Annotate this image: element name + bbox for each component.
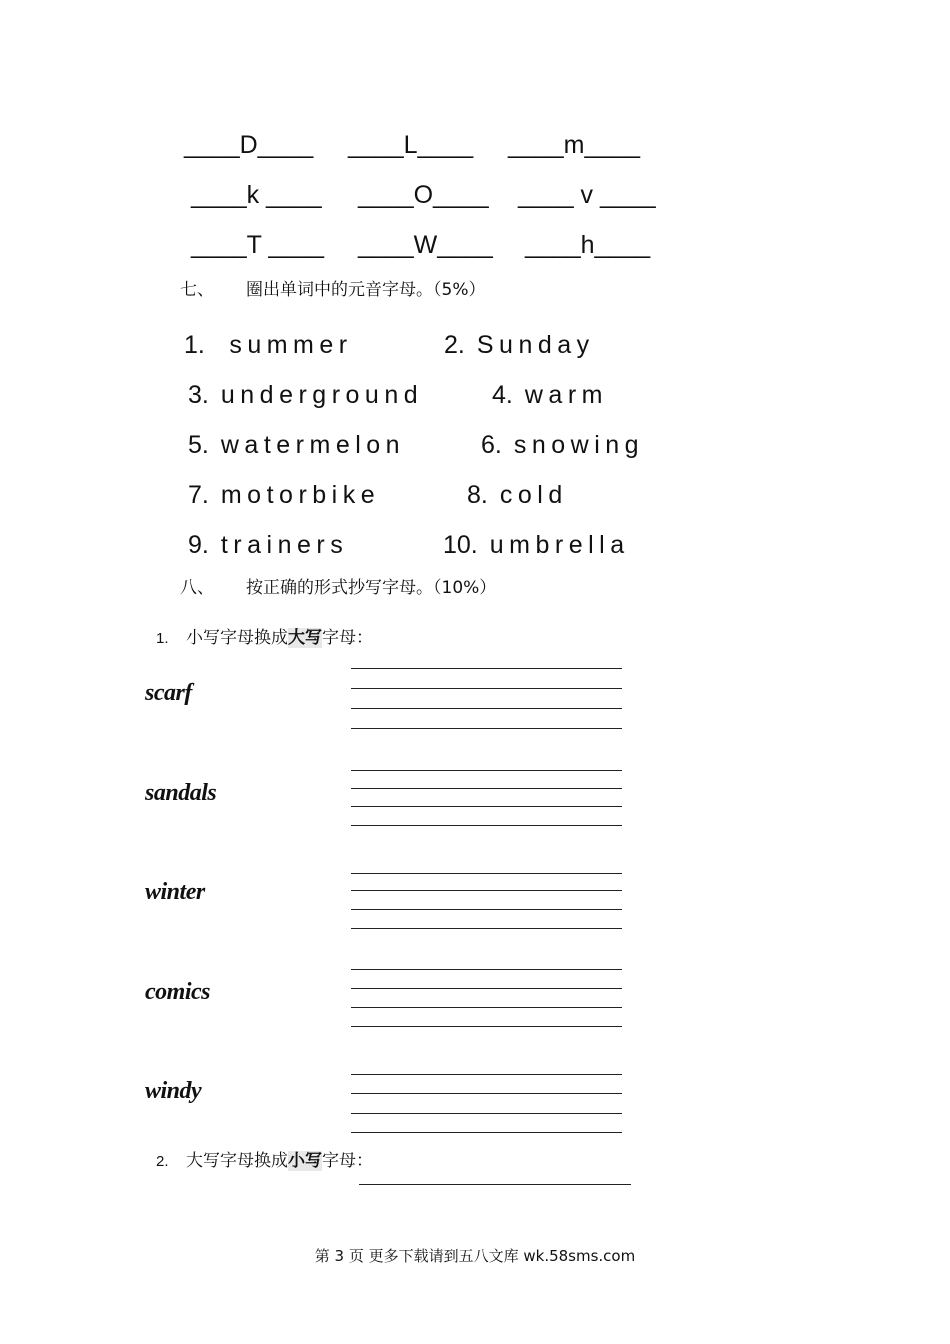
vowel-word-item [467,481,568,510]
writing-line [351,969,622,970]
vowel-word-item [188,381,423,410]
section-number: 八、 [180,578,214,598]
writing-line [351,770,622,771]
section-title: 按正确的形式抄写字母。（10%） [246,578,497,598]
vowel-word: motorbike [220,481,381,509]
writing-line [351,890,622,891]
writing-line [351,788,622,789]
item-number: 3. [188,381,209,409]
vowel-word: Sunday [476,331,595,359]
page-footer: 第 3 页 更多下载请到五八文库 wk.58sms.com [314,1247,636,1265]
writing-line [351,1093,622,1094]
writing-line [351,909,622,910]
cursive-word: scarf [145,680,192,706]
cursive-word: sandals [145,780,217,806]
highlighted-word: 小写 [288,1151,322,1171]
vowel-word: watermelon [220,431,406,459]
writing-line [351,708,622,709]
vowel-word: warm [524,381,608,409]
highlighted-word: 大写 [288,628,322,648]
vowel-word-item [481,431,644,460]
vowel-word-item [444,331,595,360]
cursive-word: comics [145,979,210,1005]
item-number: 2. [156,1153,169,1170]
item-number: 1. [156,630,169,647]
letter-blank: ____O____ [358,181,489,209]
item-number: 2. [444,331,465,359]
letter-blank: ____ v ____ [518,181,656,209]
writing-line [351,1132,622,1133]
letter-blank: ____m____ [508,131,641,159]
writing-line [351,1007,622,1008]
item-number: 6. [481,431,502,459]
writing-line [351,928,622,929]
vowel-word-item [188,531,348,560]
vowel-word: umbrella [489,531,630,559]
vowel-word: snowing [513,431,645,459]
instruction-text: 小写字母换成 [186,628,288,648]
writing-line [351,825,622,826]
instruction-text: 字母： [322,628,373,648]
instruction-text: 大写字母换成 [186,1151,288,1171]
letter-blank: ____k ____ [191,181,322,209]
section-number: 七、 [180,280,214,300]
vowel-word-item [184,331,353,360]
vowel-word-item [492,381,608,410]
section-8-heading [180,573,496,598]
letter-blank: ____L____ [348,131,474,159]
vowel-word: summer [229,331,353,359]
letter-blank: ____W____ [358,231,493,259]
writing-line[interactable] [359,1184,631,1185]
item-number: 9. [188,531,209,559]
writing-line [351,1026,622,1027]
section-title: 圈出单词中的元音字母。（5%） [246,280,486,300]
writing-line [351,988,622,989]
item-number: 7. [188,481,209,509]
cursive-word: winter [145,879,205,905]
vowel-word-item [188,481,380,510]
item-number: 10. [443,531,478,559]
item-number: 1. [184,331,205,359]
writing-line [351,1113,622,1114]
instruction-text: 字母： [322,1151,373,1171]
writing-line [351,668,622,669]
letter-blank: ____h____ [525,231,651,259]
cursive-word: windy [145,1078,202,1104]
part-2-instruction [156,1146,373,1171]
vowel-word: trainers [220,531,349,559]
writing-line [351,1074,622,1075]
writing-line [351,688,622,689]
letter-blank: ____D____ [184,131,314,159]
part-1-instruction [156,623,373,648]
section-7-heading [180,275,485,300]
writing-line [351,806,622,807]
writing-line [351,728,622,729]
vowel-word-item [188,431,405,460]
vowel-word: underground [220,381,424,409]
vowel-word: cold [499,481,568,509]
writing-line [351,873,622,874]
item-number: 8. [467,481,488,509]
letter-blank: ____T ____ [191,231,324,259]
vowel-word-item [443,531,630,560]
item-number: 4. [492,381,513,409]
item-number: 5. [188,431,209,459]
